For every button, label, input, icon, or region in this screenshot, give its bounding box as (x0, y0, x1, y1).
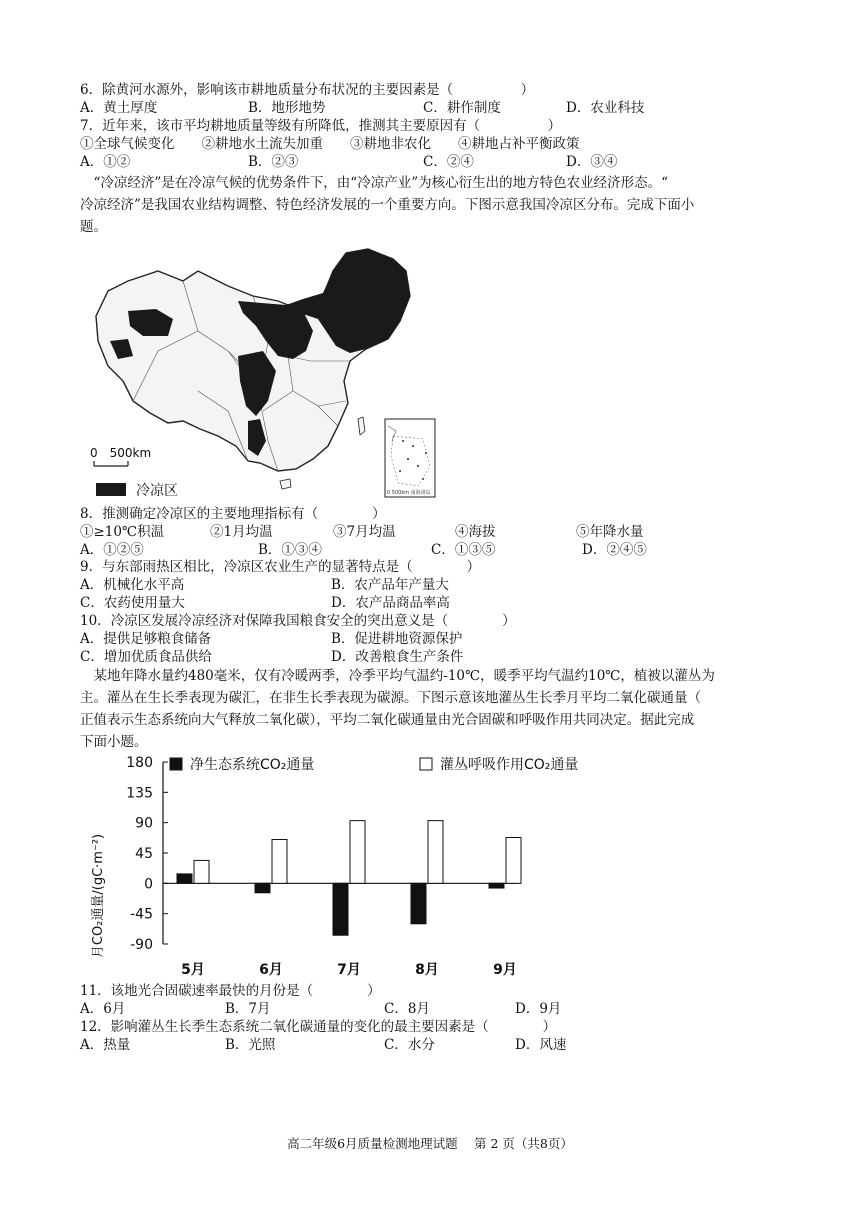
china-map-svg (88, 241, 460, 503)
y-tick-label: -90 (130, 937, 153, 953)
page-footer: 高二年级6月质量检测地理试题 第 2 页（共8页） (287, 1136, 573, 1151)
q8-option-c[interactable]: C．①③⑤ (431, 542, 496, 558)
q9-option-c[interactable]: C．农药使用量大 (80, 595, 185, 611)
passage-shrub-carbon (80, 665, 785, 753)
q8-stem: 8．推测确定冷凉区的主要地理指标有（ ） (80, 506, 386, 522)
y-tick-label: 0 (144, 876, 153, 893)
q12-option-a[interactable]: A．热量 (80, 1037, 131, 1053)
bar-net-5 (177, 874, 192, 883)
x-tick-label: 7月 (337, 962, 361, 978)
q6-option-d[interactable]: D．农业科技 (566, 100, 645, 116)
passage2-line3: 正值表示生态系统向大气释放二氧化碳），平均二氧化碳通量由光合固碳和呼吸作用共同决定。据此完成 (80, 712, 695, 728)
bar-respiration-8 (428, 821, 443, 884)
q10-option-b[interactable]: B．促进耕地资源保护 (331, 631, 463, 647)
bar-respiration-6 (272, 840, 287, 884)
south-sea-inset (385, 419, 435, 497)
q10-option-a[interactable]: A．提供足够粮食储备 (80, 631, 212, 647)
q10-stem: 10．冷凉区发展冷凉经济对保障我国粮食安全的突出意义是（ ） (80, 613, 516, 629)
legend-label-respiration: 灌丛呼吸作用CO₂通量 (440, 757, 579, 773)
q11-option-d[interactable]: D．9月 (515, 1001, 562, 1017)
q11-stem: 11．该地光合固碳速率最快的月份是（ ） (80, 983, 381, 999)
y-tick-label: 90 (135, 815, 153, 832)
q7-option-b[interactable]: B．②③ (248, 154, 299, 170)
q7-option-d[interactable]: D．③④ (566, 154, 618, 170)
q7-stem: 7．近年来，该市平均耕地质量等级有所降低，推测其主要原因有（ ） (80, 118, 562, 134)
q12-option-c[interactable]: C．水分 (384, 1037, 435, 1053)
scale-label: 0 500km (90, 446, 152, 460)
q9-stem: 9．与东部雨热区相比，冷凉区农业生产的显著特点是（ ） (80, 559, 481, 575)
passage1-line2: 冷凉经济”是我国农业结构调整、特色经济发展的一个重要方向。下图示意我国冷凉区分布。完成下面小 (80, 197, 695, 213)
q6-option-c[interactable]: C．耕作制度 (423, 100, 501, 116)
x-tick-label: 8月 (415, 962, 439, 978)
passage1-line3: 题。 (80, 219, 107, 235)
x-tick-label: 5月 (181, 962, 205, 978)
bar-net-6 (255, 883, 270, 892)
passage2-line4: 下面小题。 (80, 734, 148, 750)
taiwan-island (358, 417, 365, 435)
co2-flux-chart-svg (80, 748, 680, 988)
legend-swatch-respiration (420, 758, 432, 770)
q6-option-a[interactable]: A．黄土厚度 (80, 100, 158, 116)
co2-flux-chart (80, 748, 680, 988)
q8-option-b[interactable]: B．①③④ (258, 542, 322, 558)
bar-respiration-9 (506, 837, 521, 883)
y-tick-label: 45 (135, 846, 153, 862)
bar-net-9 (489, 883, 504, 888)
bar-net-7 (333, 883, 348, 935)
passage2-line2: 主。灌丛在生长季表现为碳汇，在非生长季表现为碳源。下图示意该地灌丛生长季月平均二氧化碳通量（ (80, 690, 701, 706)
q8-item-5: ⑤年降水量 (576, 524, 644, 540)
bar-respiration-5 (194, 860, 209, 883)
y-tick-label: 180 (126, 755, 153, 771)
q6-stem: 6．除黄河水源外，影响该市耕地质量分布状况的主要因素是（ ） (80, 82, 535, 98)
cold-region-map (88, 241, 460, 503)
q10-option-c[interactable]: C．增加优质食品供给 (80, 649, 212, 665)
legend-label-net: 净生态系统CO₂通量 (190, 757, 315, 773)
legend-swatch-cold (96, 483, 126, 496)
q7-option-a[interactable]: A．①② (80, 154, 131, 170)
passage-cold-economy (80, 172, 785, 238)
x-tick-label: 6月 (259, 962, 283, 978)
q8-item-1: ①≥10℃积温 (80, 524, 165, 540)
passage1-line1: “冷凉经济”是在冷凉气候的优势条件下，由“冷凉产业”为核心衍生出的地方特色农业经济形态。“ (80, 175, 669, 191)
q10-option-d[interactable]: D．改善粮食生产条件 (331, 649, 464, 665)
passage2-line1: 某地年降水量约480毫米，仅有冷暖两季，冷季平均气温约-10℃，暖季平均气温约10℃，植被以灌丛为 (80, 668, 715, 684)
q7-items: ①全球气候变化 ②耕地水土流失加重 ③耕地非农化 ④耕地占补平衡政策 (80, 136, 580, 152)
q8-item-4: ④海拔 (455, 524, 496, 540)
inset-label: 0 500km 南海诸岛 (387, 490, 431, 496)
legend-swatch-net (170, 758, 182, 770)
q12-option-d[interactable]: D．风速 (515, 1037, 567, 1053)
q7-option-c[interactable]: C．②④ (423, 154, 474, 170)
chart-ylabel: 月CO₂通量/(gC·m⁻²) (91, 833, 106, 959)
q8-option-a[interactable]: A．①②⑤ (80, 542, 144, 558)
q11-option-a[interactable]: A．6月 (80, 1001, 126, 1017)
q12-stem: 12．影响灌丛生长季生态系统二氧化碳通量的变化的最主要因素是（ ） (80, 1019, 557, 1035)
bar-respiration-7 (350, 821, 365, 884)
q8-item-3: ③7月均温 (333, 524, 396, 540)
bar-net-8 (411, 883, 426, 923)
q12-option-b[interactable]: B．光照 (225, 1037, 276, 1053)
q11-option-c[interactable]: C．8月 (384, 1001, 430, 1017)
y-tick-label: 135 (126, 785, 153, 802)
q9-option-a[interactable]: A．机械化水平高 (80, 577, 185, 593)
q8-option-d[interactable]: D．②④⑤ (582, 542, 647, 558)
q8-item-2: ②1月均温 (210, 524, 273, 540)
q11-option-b[interactable]: B．7月 (225, 1001, 271, 1017)
x-tick-label: 9月 (493, 962, 517, 978)
q9-option-d[interactable]: D．农产品商品率高 (331, 595, 450, 611)
y-tick-label: -45 (130, 906, 153, 923)
hainan-island (280, 479, 291, 489)
q9-option-b[interactable]: B．农产品年产量大 (331, 577, 449, 593)
q6-option-b[interactable]: B．地形地势 (248, 100, 326, 116)
legend-label-cold: 冷凉区 (136, 483, 178, 499)
